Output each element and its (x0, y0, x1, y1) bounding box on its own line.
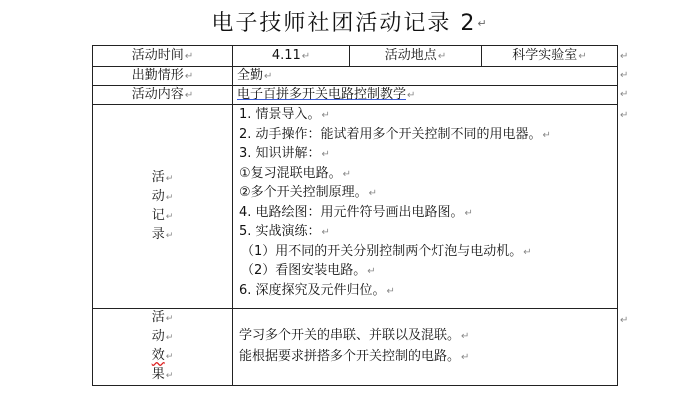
paragraph-mark-icon: ↵ (407, 90, 416, 101)
row-attendance (93, 67, 618, 86)
row-end-mark-icon: ↵ (620, 315, 629, 326)
record-line: 6. 深度探究及元件归位。↵ (239, 282, 395, 298)
page-title (0, 9, 700, 39)
paragraph-mark-icon: ↵ (437, 51, 447, 62)
effect-label-char: 活↵ (151, 310, 174, 325)
row-time-place (93, 46, 618, 67)
record-line: 1. 情景导入。↵ (239, 107, 330, 122)
attendance-label: 出勤情形 (131, 68, 184, 83)
row-record (93, 105, 618, 309)
record-label-char: 活↵ (151, 169, 174, 185)
paragraph-mark-icon: ↵ (477, 17, 489, 30)
effect-line: 能根据要求拼搭多个开关控制的电路。↵ (239, 349, 470, 364)
effect-content-cell (233, 309, 618, 386)
paragraph-mark-icon: ↵ (184, 71, 194, 82)
row-end-mark-icon: ↵ (620, 110, 629, 121)
place-label: 活动地点 (384, 48, 437, 63)
activity-record-table (92, 45, 618, 386)
record-label-char: 录↵ (151, 226, 174, 242)
time-value: 4.11 (271, 48, 301, 63)
time-label-cell (93, 46, 233, 67)
record-line: （2）看图安装电路。↵ (241, 263, 376, 278)
effect-line: 学习多个开关的串联、并联以及混联。↵ (239, 328, 470, 343)
record-content-cell (233, 105, 618, 309)
record-line: （1）用不同的开关分别控制两个灯泡与电动机。↵ (241, 243, 532, 259)
record-line: 5. 实战演练：↵ (239, 224, 330, 239)
time-value-cell (233, 46, 350, 67)
record-label-char: 记↵ (151, 207, 174, 223)
record-line: 3. 知识讲解：↵ (239, 146, 330, 161)
paragraph-mark-icon: ↵ (578, 51, 587, 62)
title-text: 电子技师社团活动记录 2 (211, 11, 477, 36)
record-line: ②多个开关控制原理。↵ (239, 185, 378, 200)
record-line: ①复习混联电路。↵ (239, 165, 352, 181)
content-value-cell (233, 86, 618, 105)
attendance-value-cell (233, 67, 618, 86)
paragraph-mark-icon: ↵ (184, 90, 194, 101)
effect-label-char: 果↵ (151, 367, 174, 382)
row-effect (93, 309, 618, 386)
row-end-mark-icon: ↵ (620, 89, 629, 100)
effect-label-char: 动↵ (151, 329, 174, 344)
row-content (93, 86, 618, 105)
attendance-value: 全勤 (237, 68, 264, 83)
record-line: 4. 电路绘图：用元件符号画出电路图。↵ (239, 204, 473, 220)
content-value: 电子百拼多开关电路控制教学 (237, 87, 407, 102)
attendance-label-cell (93, 67, 233, 86)
content-label-cell (93, 86, 233, 105)
record-label-char: 动↵ (151, 188, 174, 204)
place-value-cell (482, 46, 618, 67)
time-label: 活动时间 (131, 48, 184, 63)
effect-label-char: 效↵ (151, 348, 174, 363)
effect-label-cell (93, 309, 233, 386)
row-end-mark-icon: ↵ (620, 70, 629, 81)
content-label: 活动内容 (131, 87, 184, 102)
record-label-cell (93, 105, 233, 309)
place-label-cell (350, 46, 482, 67)
paragraph-mark-icon: ↵ (301, 51, 311, 62)
place-value: 科学实验室 (512, 48, 578, 63)
paragraph-mark-icon: ↵ (264, 71, 273, 82)
row-end-mark-icon: ↵ (620, 51, 629, 62)
paragraph-mark-icon: ↵ (184, 51, 194, 62)
record-line: 2. 动手操作：能试着用多个开关控制不同的用电器。↵ (239, 126, 551, 142)
